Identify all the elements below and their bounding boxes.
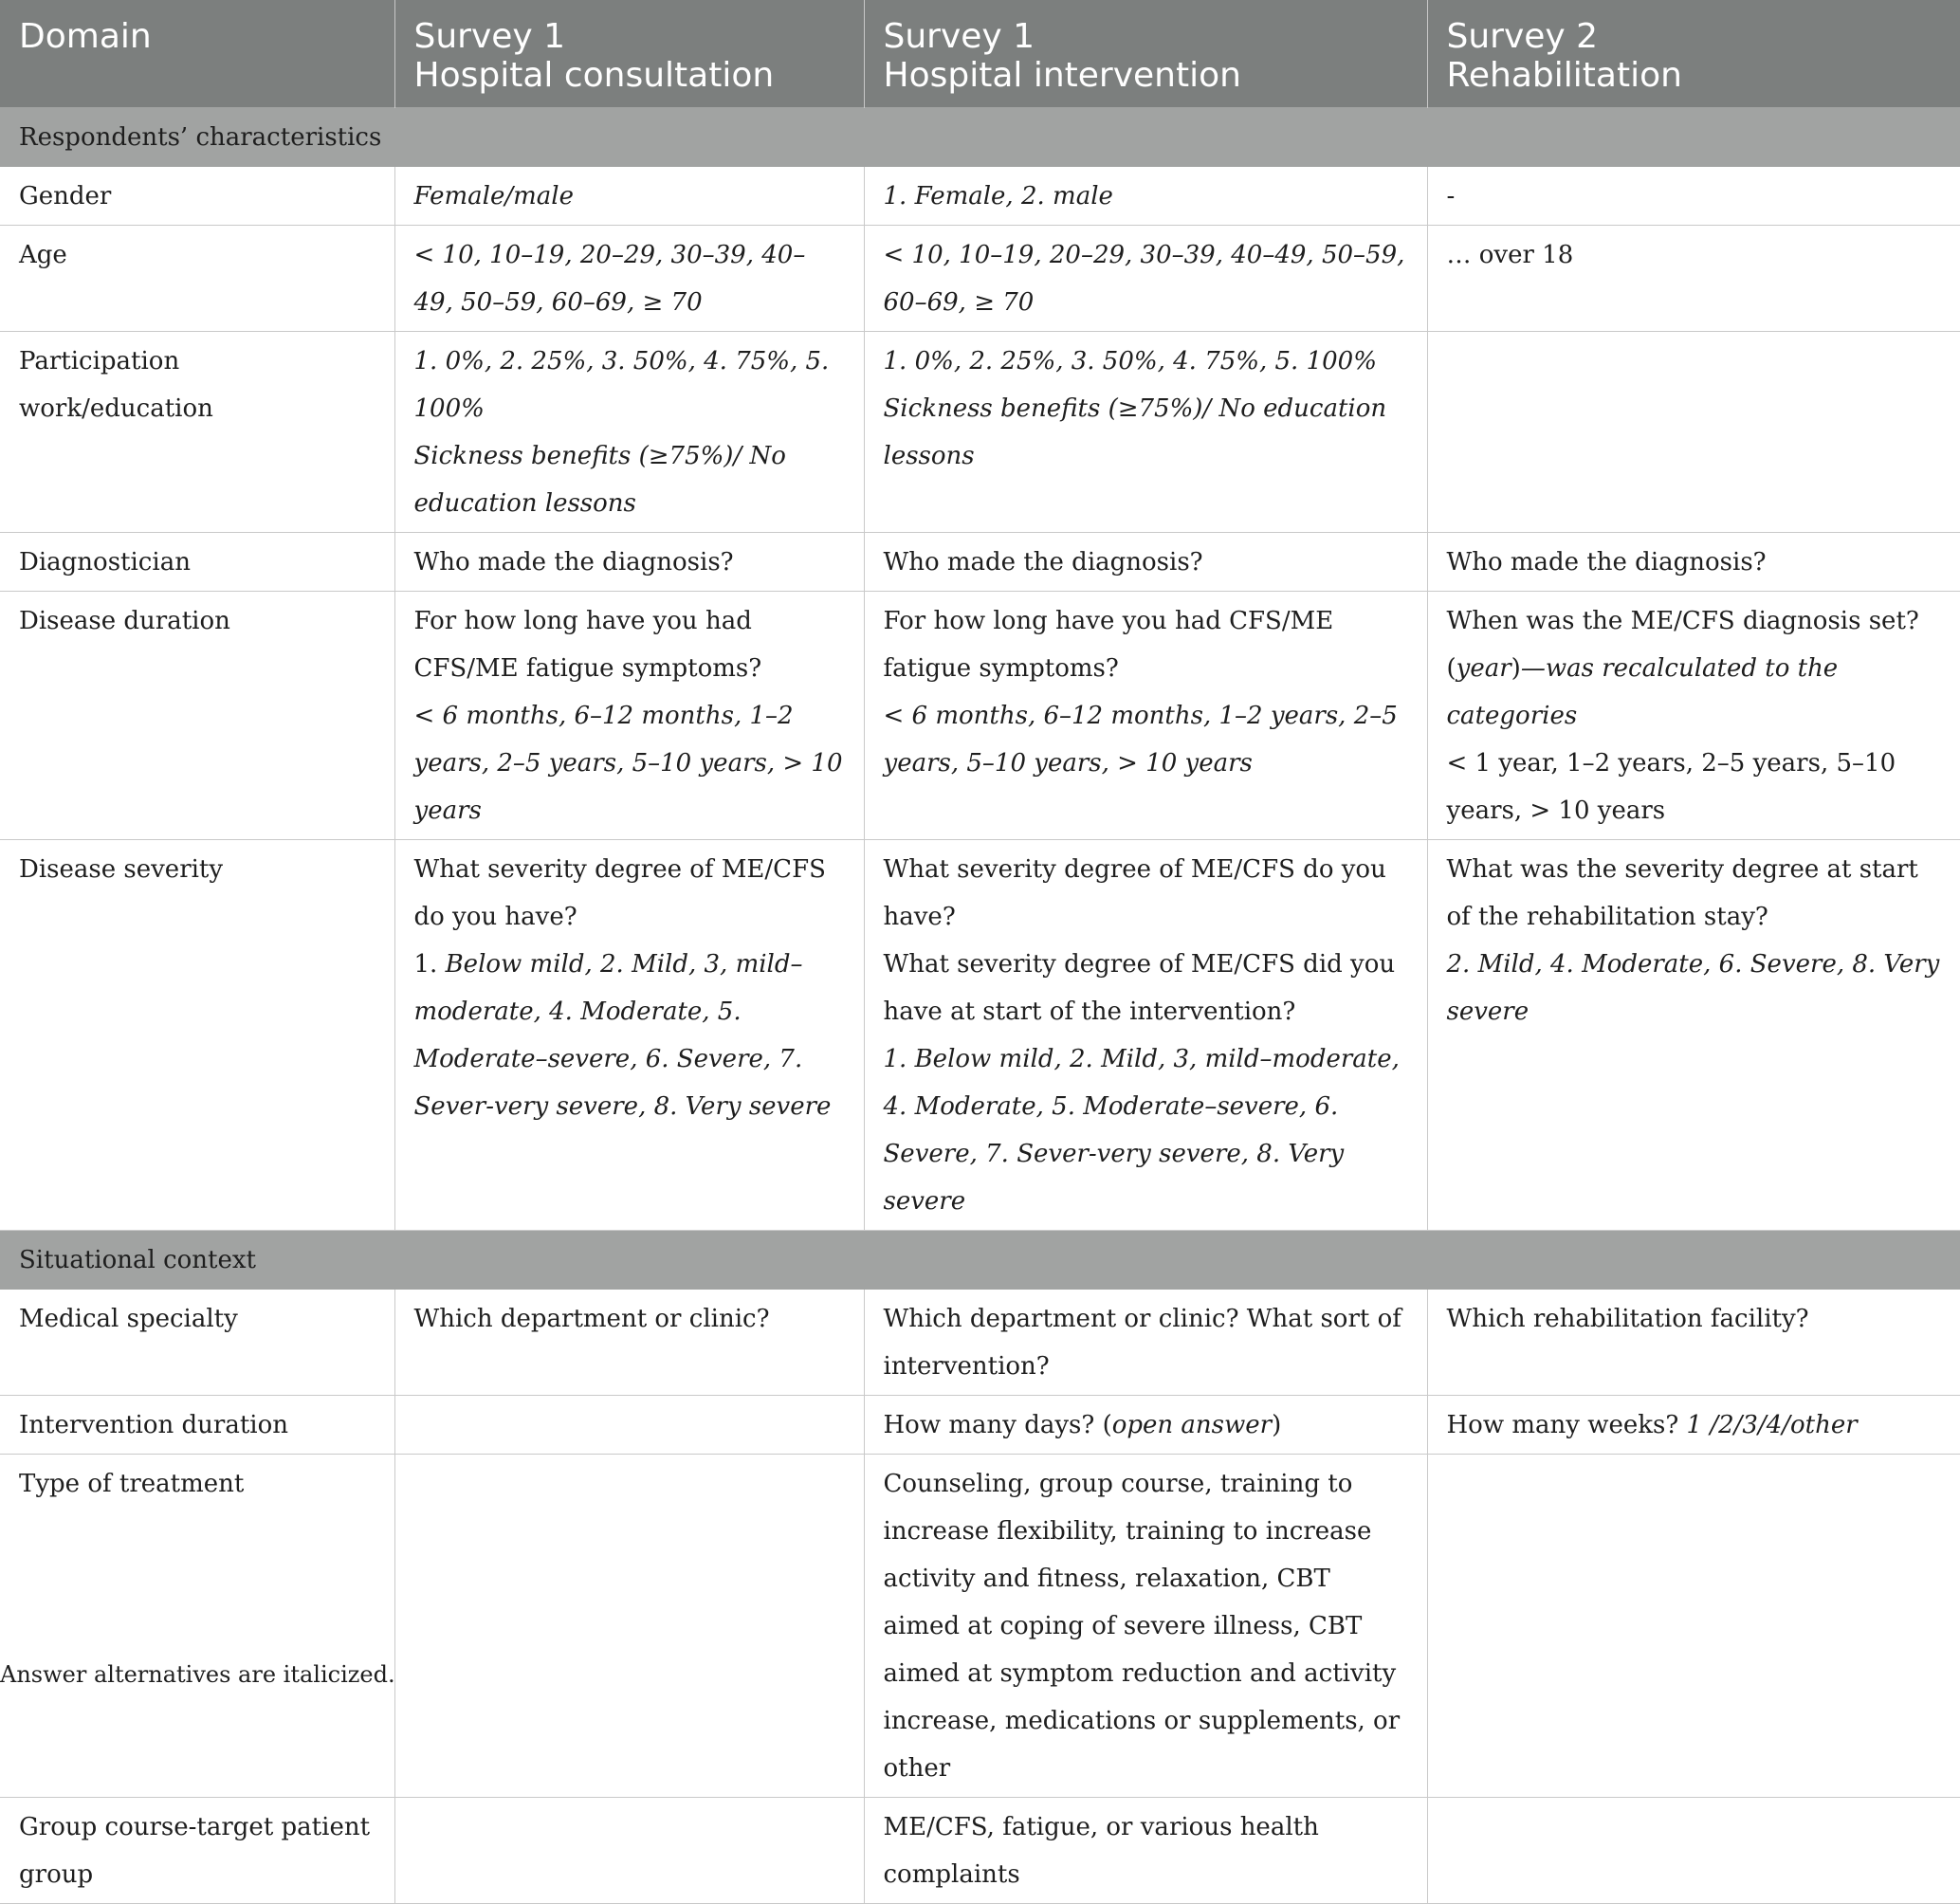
table-cell bbox=[1427, 592, 1960, 840]
question-text: How many days? ( bbox=[883, 1411, 1112, 1439]
table-cell bbox=[394, 1798, 864, 1904]
table-cell bbox=[864, 592, 1427, 840]
domain-cell: Type of treatment bbox=[0, 1455, 394, 1798]
domain-cell: Disease severity bbox=[0, 840, 394, 1231]
answer-alternatives: 1. 0%, 2. 25%, 3. 50%, 4. 75%, 5. 100% bbox=[413, 347, 830, 423]
header-domain: Domain bbox=[0, 0, 394, 108]
table-cell bbox=[864, 332, 1427, 533]
answer-year: year bbox=[1456, 654, 1511, 683]
table-row bbox=[0, 167, 1960, 226]
paren-close: ) bbox=[1272, 1411, 1282, 1439]
header-survey2-rehabilitation: Survey 2 Rehabilitation bbox=[1427, 0, 1960, 108]
domain-cell: Diagnostician bbox=[0, 533, 394, 592]
answer-alternatives: < 6 months, 6–12 months, 1–2 years, 2–5 years, 5–10 years, > 10 years bbox=[413, 702, 843, 825]
table-cell bbox=[394, 1396, 864, 1455]
section-row-respondents bbox=[0, 108, 1960, 167]
paren-open: ( bbox=[1446, 654, 1456, 683]
table-cell: … over 18 bbox=[1427, 226, 1960, 332]
question-text: When was the ME/CFS diagnosis set? bbox=[1446, 607, 1919, 635]
answer-alternatives: < 10, 10–19, 20–29, 30–39, 40–49, 50–59, 60–69, ≥ 70 bbox=[864, 226, 1427, 332]
table-cell bbox=[394, 1455, 864, 1798]
paren-close: ) bbox=[1511, 654, 1521, 683]
answer-alternatives: Below mild, 2. Mild, 3, mild–moderate, 4. Moderate, 5. Moderate–severe, 6. Severe, 7. Sever-very severe, 8. Very severe bbox=[413, 950, 832, 1121]
question-text: What severity degree of ME/CFS do you have? bbox=[883, 855, 1386, 931]
table-row bbox=[0, 226, 1960, 332]
table-cell bbox=[1427, 1455, 1960, 1798]
question-text: What was the severity degree at start of the rehabilitation stay? bbox=[1446, 855, 1918, 931]
answer-alternatives: < 10, 10–19, 20–29, 30–39, 40–49, 50–59, 60–69, ≥ 70 bbox=[394, 226, 864, 332]
domain-cell: Disease duration bbox=[0, 592, 394, 840]
table-cell: Who made the diagnosis? bbox=[1427, 533, 1960, 592]
question-text: For how long have you had CFS/ME fatigue symptoms? bbox=[413, 607, 762, 683]
table-row bbox=[0, 332, 1960, 533]
answer-alternatives: < 6 months, 6–12 months, 1–2 years, 2–5 years, 5–10 years, > 10 years bbox=[883, 702, 1398, 778]
answer-alternatives: 2. Mild, 4. Moderate, 6. Severe, 8. Very severe bbox=[1446, 950, 1940, 1026]
question-text: For how long have you had CFS/ME fatigue symptoms? bbox=[883, 607, 1334, 683]
table-cell: Who made the diagnosis? bbox=[394, 533, 864, 592]
table-cell: - bbox=[1427, 167, 1960, 226]
answer-alternatives: 1. 0%, 2. 25%, 3. 50%, 4. 75%, 5. 100% bbox=[883, 347, 1377, 375]
answer-alternatives: Sickness benefits (≥75%)/ No education lessons bbox=[413, 442, 786, 518]
header-survey1-consultation: Survey 1 Hospital consultation bbox=[394, 0, 864, 108]
table-cell: Who made the diagnosis? bbox=[864, 533, 1427, 592]
domain-cell: Medical specialty bbox=[0, 1290, 394, 1396]
domain-cell: Gender bbox=[0, 167, 394, 226]
section-label: Situational context bbox=[0, 1231, 1960, 1290]
table-cell bbox=[1427, 1798, 1960, 1904]
table-row bbox=[0, 1798, 1960, 1904]
table-cell bbox=[394, 332, 864, 533]
table-cell bbox=[394, 592, 864, 840]
table-cell: Counseling, group course, training to increase flexibility, training to increase activity and fitness, relaxation, CBT aimed at coping of severe illness, CBT aimed at symptom reduction and activity increase, medications or supplements, or other bbox=[864, 1455, 1427, 1798]
answer-alternatives: 1 /2/3/4/other bbox=[1686, 1411, 1858, 1439]
table-cell bbox=[1427, 1396, 1960, 1455]
answer-alternatives: Sickness benefits (≥75%)/ No education lessons bbox=[883, 394, 1387, 470]
table-cell: Which department or clinic? What sort of intervention? bbox=[864, 1290, 1427, 1396]
table-row bbox=[0, 1290, 1960, 1396]
table-row bbox=[0, 533, 1960, 592]
table-row bbox=[0, 1455, 1960, 1798]
domain-cell: Participation work/education bbox=[0, 332, 394, 533]
recalc-note: —was recalculated to the categories bbox=[1446, 654, 1839, 730]
table-row bbox=[0, 592, 1960, 840]
table-cell: ME/CFS, fatigue, or various health complaints bbox=[864, 1798, 1427, 1904]
table-cell bbox=[394, 840, 864, 1231]
table-cell: Which department or clinic? bbox=[394, 1290, 864, 1396]
question-text: What severity degree of ME/CFS did you have at start of the intervention? bbox=[883, 950, 1396, 1026]
table-cell bbox=[864, 1396, 1427, 1455]
table-footnote: Answer alternatives are italicized. bbox=[0, 1661, 395, 1688]
section-row-situational bbox=[0, 1231, 1960, 1290]
table-header-row bbox=[0, 0, 1960, 108]
header-survey1-intervention: Survey 1 Hospital intervention bbox=[864, 0, 1427, 108]
answer-number: 1. bbox=[413, 950, 438, 979]
domain-cell: Group course-target patient group bbox=[0, 1798, 394, 1904]
table-cell bbox=[1427, 840, 1960, 1231]
table-cell bbox=[1427, 332, 1960, 533]
domain-cell: Age bbox=[0, 226, 394, 332]
question-text: What severity degree of ME/CFS do you have? bbox=[413, 855, 826, 931]
answer-alternatives: 1. Below mild, 2. Mild, 3, mild–moderate, 4. Moderate, 5. Moderate–severe, 6. Severe, 7. Sever-very severe, 8. Very severe bbox=[883, 1045, 1400, 1216]
answer-alternatives: 1. Female, 2. male bbox=[864, 167, 1427, 226]
question-text: How many weeks? bbox=[1446, 1411, 1679, 1439]
table-cell: Which rehabilitation facility? bbox=[1427, 1290, 1960, 1396]
category-list: < 1 year, 1–2 years, 2–5 years, 5–10 years, > 10 years bbox=[1446, 749, 1896, 825]
table-row bbox=[0, 1396, 1960, 1455]
answer-line bbox=[414, 941, 845, 1130]
answer-alternatives: open answer bbox=[1111, 1411, 1273, 1439]
section-label: Respondents’ characteristics bbox=[0, 108, 1960, 167]
domain-cell: Intervention duration bbox=[0, 1396, 394, 1455]
answer-alternatives: Female/male bbox=[394, 167, 864, 226]
table-row bbox=[0, 840, 1960, 1231]
table-cell bbox=[864, 840, 1427, 1231]
